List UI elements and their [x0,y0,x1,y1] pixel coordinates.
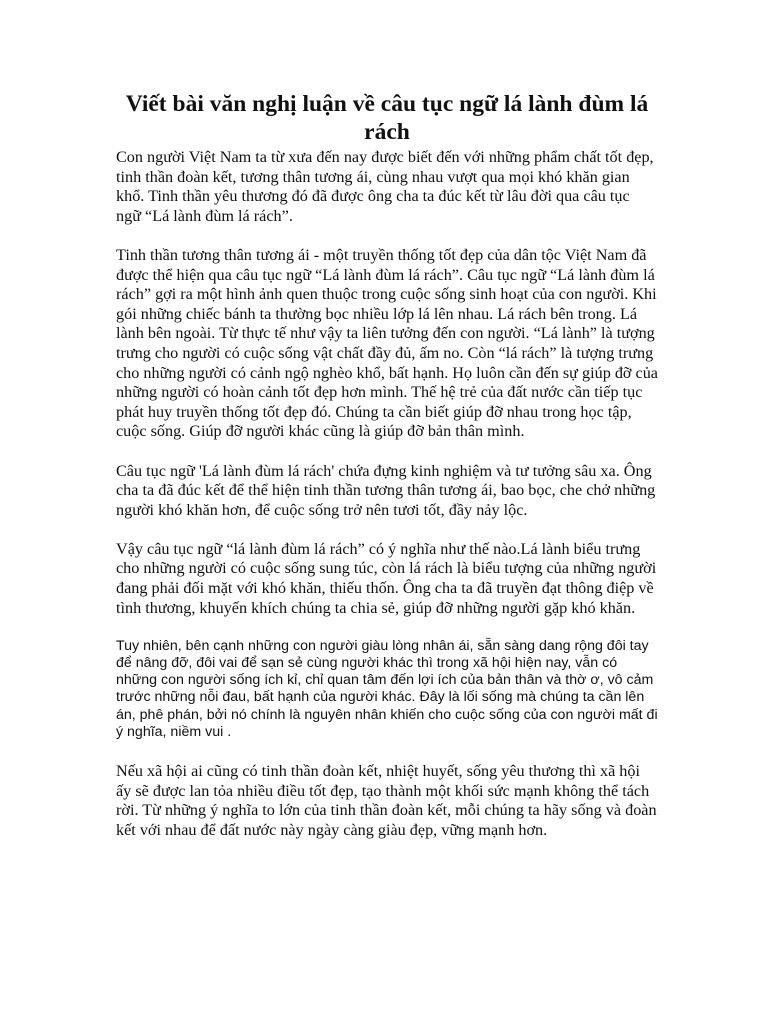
paragraph-intro: Con người Việt Nam ta từ xưa đến nay được biết đến với những phẩm chất tốt đẹp, tinh thần đoàn kết, tương thân tương ái, cùng nhau vượt qua mọi khó khăn gian khổ. Tinh thần yêu thương đó đã được ông cha ta đúc kết từ lâu đời qua câu tục ngữ “Lá lành đùm lá rách”. [116,148,654,225]
document-title: Viết bài văn nghị luận về câu tục ngữ lá lành đùm lá rách [125,91,649,145]
paragraph-symbolism: Vậy câu tục ngữ “lá lành đùm lá rách” có ý nghĩa như thế nào.Lá lành biểu trưng cho những người có cuộc sống sung túc, còn lá rách là biểu tượng của những người đang phải đối mặt với khó khăn, thiếu thốn. Ông cha ta đã truyền đạt thông điệp về tình thương, khuyến khích chúng ta chia sẻ, giúp đỡ những người gặp khó khăn. [116,539,657,617]
paragraph-critique: Tuy nhiên, bên cạnh những con người giàu lòng nhân ái, sẵn sàng dang rộng đôi tay để nâng đỡ, đôi vai để sạn sẻ cùng người khác thì trong xã hội hiện nay, vẫn có những con người sống ích kỉ, chỉ quan tâm đến lợi ích của bản thân và thờ ơ, vô cảm trước những nỗi đau, bất hạnh của người khác. Đây là lối sống mà chúng ta cần lên án, phê phán, bởi nó chính là nguyên nhân khiến cho cuộc sống của con người mất đi ý nghĩa, niềm vui . [116,637,658,740]
paragraph-explanation: Tinh thần tương thân tương ái - một truyền thống tốt đẹp của dân tộc Việt Nam đã được thể hiện qua câu tục ngữ “Lá lành đùm lá rách”. Câu tục ngữ “Lá lành đùm lá rách” gợi ra một hình ảnh quen thuộc trong cuộc sống sinh hoạt của con người. Khi gói những chiếc bánh ta thường bọc nhiều lớp lá lên nhau. Lá rách bên trong. Lá lành bên ngoài. Từ thực tế như vậy ta liên tưởng đến con người. “Lá lành” là tượng trưng cho người có cuộc sống vật chất đầy đủ, ấm no. Còn “lá rách” là tượng trưng cho những người có cảnh ngộ nghèo khổ, bất hạnh. Họ luôn cần đến sự giúp đỡ của những người có hoàn cảnh tốt đẹp hơn mình. Thế hệ trẻ của đất nước cần tiếp tục phát huy truyền thống tốt đẹp đó. Chúng ta cần biết giúp đỡ nhau trong học tập, cuộc sống. Giúp đỡ người khác cũng là giúp đỡ bản thân mình. [116,245,658,441]
paragraph-meaning: Câu tục ngữ 'Lá lành đùm lá rách' chứa đựng kinh nghiệm và tư tưởng sâu xa. Ông cha ta đã đúc kết để thể hiện tinh thần tương thân tương ái, bao bọc, che chở những người khó khăn hơn, để cuộc sống trở nên tươi tốt, đầy nảy lộc. [116,461,656,519]
paragraph-conclusion: Nếu xã hội ai cũng có tinh thần đoàn kết, nhiệt huyết, sống yêu thương thì xã hội ấy sẽ được lan tỏa nhiều điều tốt đẹp, tạo thành một khối sức mạnh không thể tách rời. Từ những ý nghĩa to lớn của tinh thần đoàn kết, mỗi chúng ta hãy sống và đoàn kết với nhau để đất nước này ngày càng giàu đẹp, vững mạnh hơn. [116,762,657,839]
